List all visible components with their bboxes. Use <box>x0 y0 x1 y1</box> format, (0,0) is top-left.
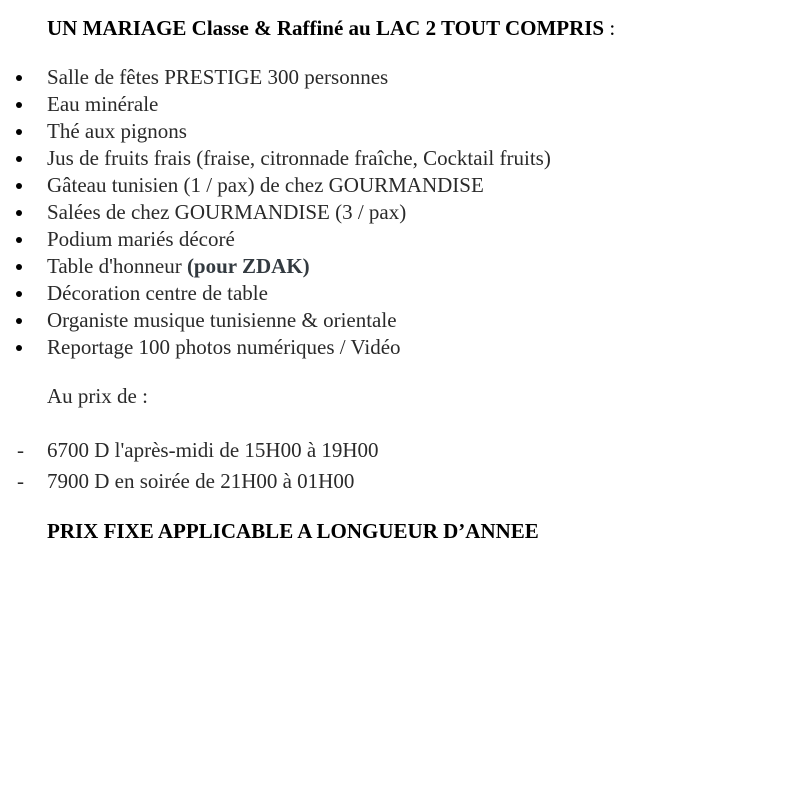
list-item-bold-text: (pour ZDAK) <box>186 254 310 278</box>
bullet-icon <box>16 345 22 351</box>
list-item-text: Salle de fêtes PRESTIGE 300 personnes <box>47 65 389 89</box>
list-item-text: Gâteau tunisien (1 / pax) de chez GOURMANDISE <box>47 173 484 197</box>
list-item-text: Reportage 100 photos numériques / Vidéo <box>47 335 401 359</box>
bullet-icon <box>16 102 22 108</box>
list-item-text: Décoration centre de table <box>47 281 268 305</box>
bullet-icon <box>16 264 22 270</box>
bullet-icon <box>16 183 22 189</box>
list-item-text: Table d'honneur <box>47 254 187 278</box>
bullet-icon <box>16 75 22 81</box>
offer-title <box>47 14 615 42</box>
price-intro: Au prix de : <box>47 384 148 408</box>
offer-title-suffix: : <box>604 16 616 40</box>
bullet-icon <box>16 129 22 135</box>
bullet-icon <box>16 237 22 243</box>
price-text: 6700 D l'après-midi de 15H00 à 19H00 <box>47 438 379 462</box>
dash-marker: - <box>17 469 24 493</box>
dash-marker: - <box>17 438 24 462</box>
list-item-text: Jus de fruits frais (fraise, citronnade fraîche, Cocktail fruits) <box>47 146 551 170</box>
offer-title-bold: UN MARIAGE Classe & Raffiné au LAC 2 TOUT COMPRIS <box>47 16 605 40</box>
bullet-icon <box>16 291 22 297</box>
bullet-icon <box>16 210 22 216</box>
list-item-text: Podium mariés décoré <box>47 227 235 251</box>
list-item-text: Eau minérale <box>47 92 159 116</box>
list-item-text: Organiste musique tunisienne & orientale <box>47 308 397 332</box>
bullet-icon <box>16 318 22 324</box>
bullet-icon <box>16 156 22 162</box>
list-item-text: Salées de chez GOURMANDISE (3 / pax) <box>47 200 407 224</box>
fixed-price-note: PRIX FIXE APPLICABLE A LONGUEUR D’ANNEE <box>47 519 539 543</box>
list-item-text: Thé aux pignons <box>47 119 187 143</box>
price-text: 7900 D en soirée de 21H00 à 01H00 <box>47 469 355 493</box>
